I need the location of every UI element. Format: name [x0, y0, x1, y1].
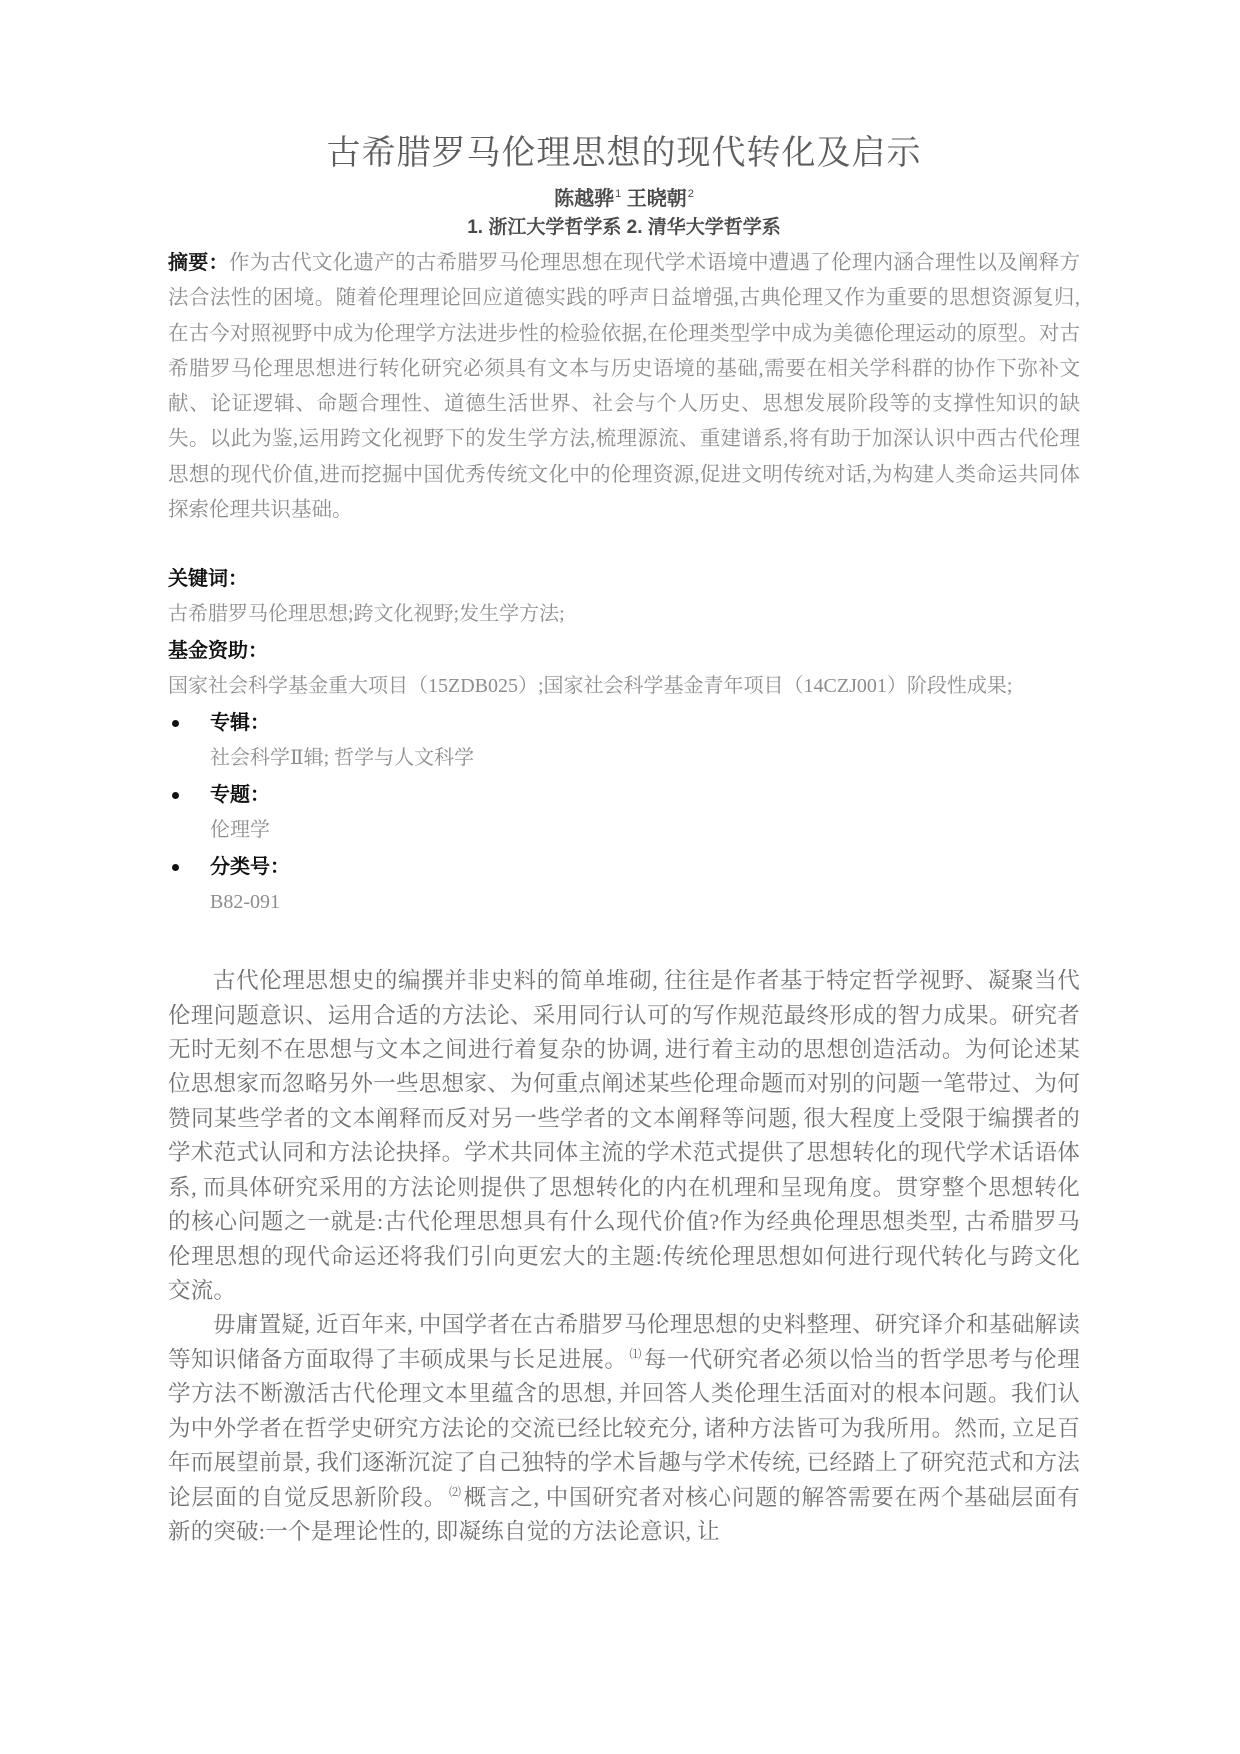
topic-value: 伦理学 — [210, 819, 270, 842]
keywords-label: 关键词： — [168, 568, 248, 591]
list-item — [168, 850, 1080, 920]
author-affiliation-mark-1: 1 — [615, 187, 622, 200]
body-paragraph-1: 古代伦理思想史的编撰并非史料的简单堆砌, 往往是作者基于特定哲学视野、凝聚当代伦理问题意识、运用合适的方法论、采用同行认可的写作规范最终形成的智力成果。研究者无时无刻不在思想与文本之间进行着复杂的协调, 进行着主动的思想创造活动。为何论述某位思想家而忽略另外一些思想家、为何重点阐述某些伦理命题而对别的问题一笔带过、为何赞同某些学者的文本阐释而反对另一些学者的文本阐释等问题, 很大程度上受限于编撰者的学术范式认同和方法论抉择。学术共同体主流的学术范式提供了思想转化的现代学术话语体系, 而具体研究采用的方法论则提供了思想转化的内在机理和呈现角度。贯穿整个思想转化的核心问题之一就是:古代伦理思想具有什么现代价值?作为经典伦理思想类型, 古希腊罗马伦理思想的现代命运还将我们引向更宏大的主题:传统伦理思想如何进行现代转化与跨文化交流。 — [168, 968, 1080, 1303]
keywords-value: 古希腊罗马伦理思想;跨文化视野;发生学方法; — [168, 603, 565, 626]
metadata-list — [168, 706, 1080, 920]
body-segment: 毋庸置疑, 近百年来, 中国学者在古希腊罗马伦理思想的史料整理、研究译介和基础解读等知识储备方面取得了丰硕成果与长足进展。 — [168, 1312, 1080, 1372]
classification-value: B82-091 — [210, 891, 280, 914]
funding-label: 基金资助： — [168, 640, 268, 663]
topic-label: 专题： — [210, 784, 270, 807]
footnote-ref-1: ⑴ — [629, 1347, 642, 1362]
abstract-paragraph — [168, 246, 1080, 528]
metadata-block — [168, 562, 1080, 920]
funding-value: 国家社会科学基金重大项目（15ZDB025）;国家社会科学基金青年项目（14CZJ001）阶段性成果; — [168, 675, 1013, 698]
author-affiliation-mark-2: 2 — [687, 187, 694, 200]
bullet-icon — [172, 792, 179, 799]
affiliation-line: 1. 浙江大学哲学系 2. 清华大学哲学系 — [467, 216, 781, 238]
body-text — [168, 964, 1080, 1549]
body-segment: 每一代研究者必须以恰当的哲学思考与伦理学方法不断激活古代伦理文本里蕴含的思想, 并回答人类伦理生活面对的根本问题。我们认为中外学者在哲学史研究方法论的交流已经比较充分, 诸种方法皆可为我所用。然而, 立足百年而展望前景, 我们逐渐沉淀了自己独特的学术旨趣与学术传统, 已经踏上了研究范式和方法论层面的自觉反思新阶段。 — [168, 1346, 1080, 1510]
abstract-label: 摘要： — [168, 252, 229, 275]
series-value: 社会科学Ⅱ辑; 哲学与人文科学 — [210, 747, 475, 770]
bullet-icon — [172, 864, 179, 871]
abstract-text: 作为古代文化遗产的古希腊罗马伦理思想在现代学术语境中遭遇了伦理内涵合理性以及阐释方法合法性的困境。随着伦理理论回应道德实践的呼声日益增强,古典伦理又作为重要的思想资源复归,在古今对照视野中成为伦理学方法进步性的检验依据,在伦理类型学中成为美德伦理运动的原型。对古希腊罗马伦理思想进行转化研究必须具有文本与历史语境的基础,需要在相关学科群的协作下弥补文献、论证逻辑、命题合理性、道德生活世界、社会与个人历史、思想发展阶段等的支撑性知识的缺失。以此为鉴,运用跨文化视野下的发生学方法,梳理源流、重建谱系,将有助于加深认识中西古代伦理思想的现代价值,进而挖掘中国优秀传统文化中的伦理资源,促进文明传统对话,为构建人类命运共同体探索伦理共识基础。 — [168, 252, 1081, 521]
footnote-ref-2: ⑵ — [449, 1485, 462, 1500]
author-name-1: 陈越骅 — [554, 187, 615, 210]
list-item — [168, 706, 1080, 776]
list-item — [168, 778, 1080, 848]
author-name-2: 王晓朝 — [626, 187, 687, 210]
bullet-icon — [172, 720, 179, 727]
author-line — [168, 186, 1080, 212]
body-segment: 概言之, 中国研究者对核心问题的解答需要在两个基础层面有新的突破:一个是理论性的, 即凝练自觉的方法论意识, 让 — [168, 1484, 1081, 1544]
body-paragraph-2 — [168, 1308, 1080, 1549]
classification-label: 分类号： — [210, 856, 290, 879]
series-label: 专辑： — [210, 712, 270, 735]
page-title: 古希腊罗马伦理思想的现代转化及启示 — [326, 135, 922, 172]
